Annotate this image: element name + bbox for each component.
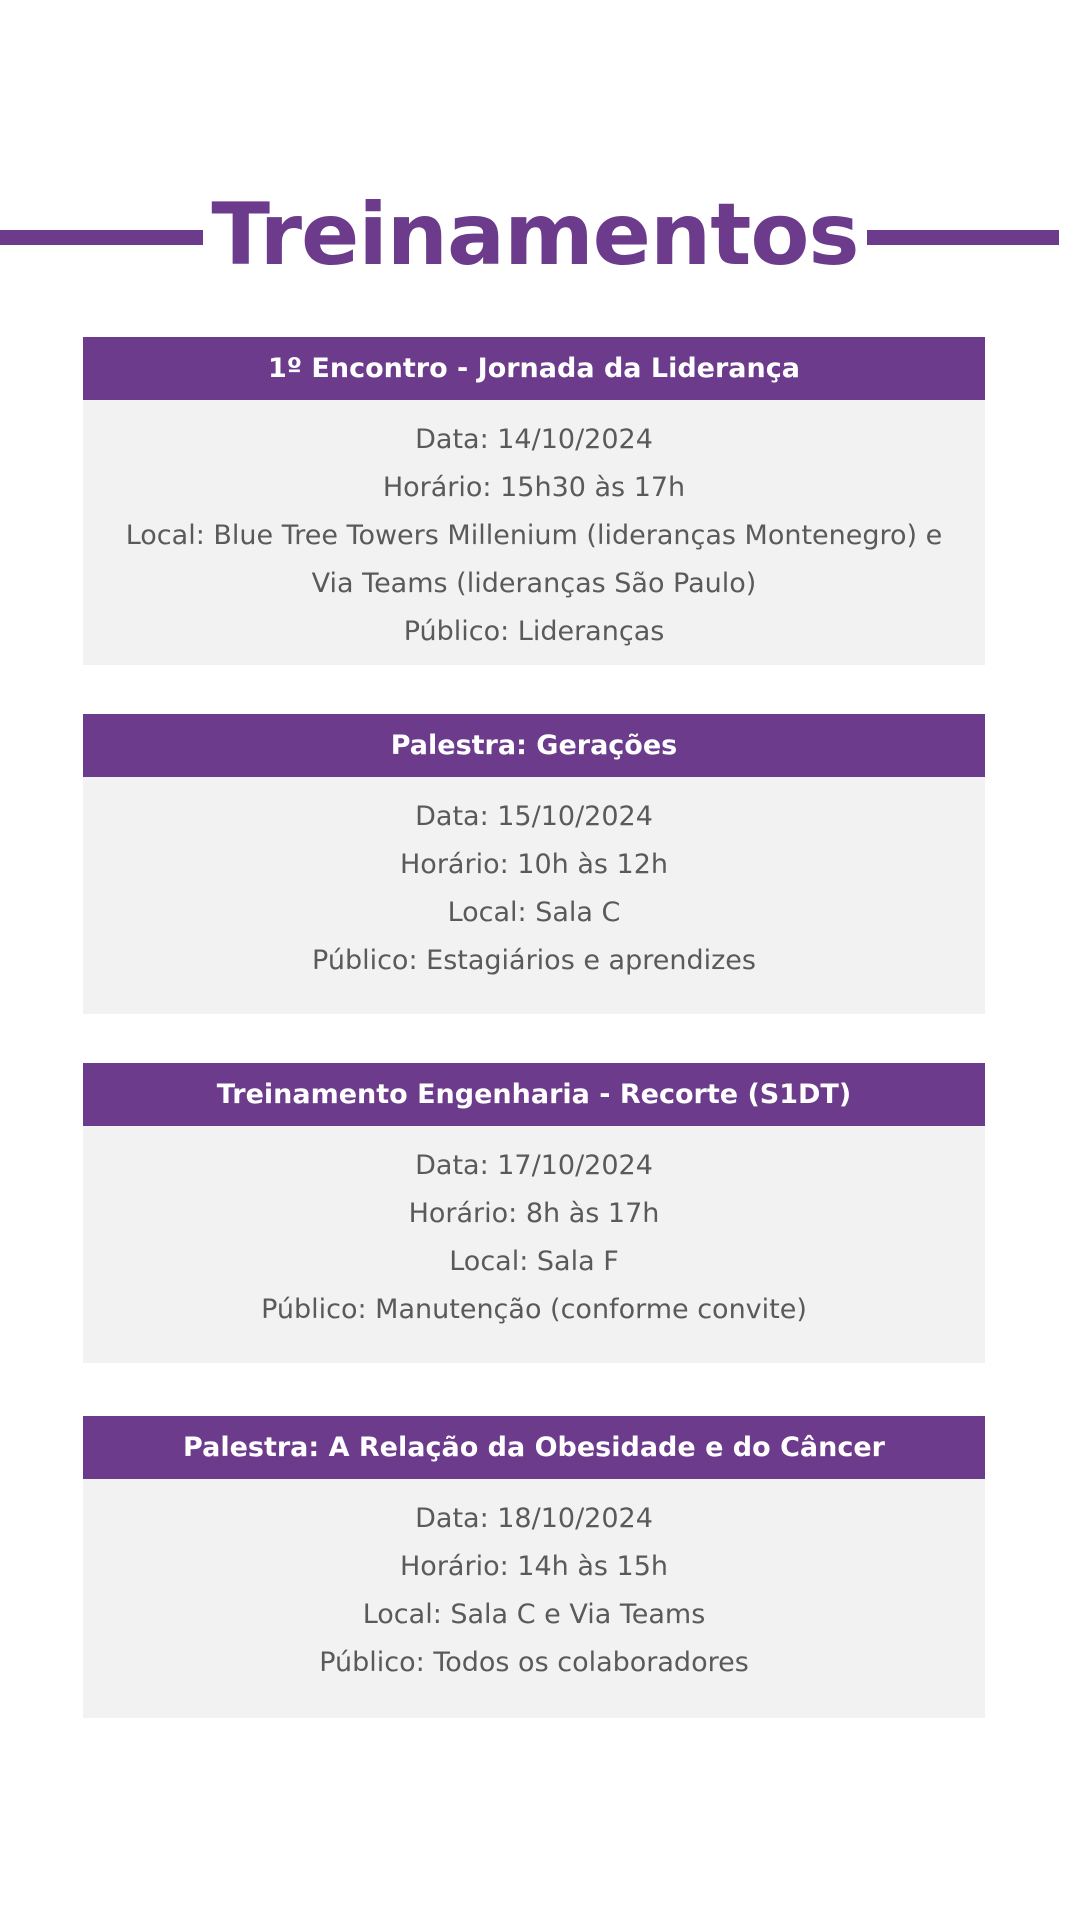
title-row <box>0 185 1080 285</box>
event-details <box>83 777 985 985</box>
event-card-lideranca <box>83 337 985 665</box>
event-location: Local: Sala C e Via Teams <box>362 1599 706 1630</box>
event-date: Data: 18/10/2024 <box>415 1503 653 1534</box>
event-title: Treinamento Engenharia - Recorte (S1DT) <box>83 1063 985 1126</box>
event-card-geracoes <box>83 714 985 1014</box>
event-time: Horário: 10h às 12h <box>400 849 668 880</box>
event-date: Data: 15/10/2024 <box>415 801 653 832</box>
event-audience: Público: Lideranças <box>403 616 665 647</box>
title-divider-right <box>867 230 1059 245</box>
event-location: Local: Sala C <box>447 897 621 928</box>
event-audience: Público: Manutenção (conforme convite) <box>261 1294 807 1325</box>
title-divider-left <box>0 230 203 245</box>
event-date: Data: 17/10/2024 <box>415 1150 653 1181</box>
event-details <box>83 1479 985 1687</box>
event-details <box>83 1126 985 1334</box>
event-audience: Público: Todos os colaboradores <box>319 1647 749 1678</box>
page-title: Treinamentos <box>211 185 859 285</box>
event-details <box>83 400 985 656</box>
event-location-continued: Via Teams (lideranças São Paulo) <box>311 568 757 599</box>
event-time: Horário: 14h às 15h <box>400 1551 668 1582</box>
event-date: Data: 14/10/2024 <box>415 424 653 455</box>
event-location: Local: Sala F <box>449 1246 619 1277</box>
event-card-obesidade-cancer <box>83 1416 985 1718</box>
event-title: 1º Encontro - Jornada da Liderança <box>83 337 985 400</box>
event-card-engenharia <box>83 1063 985 1363</box>
event-location: Local: Blue Tree Towers Millenium (lideranças Montenegro) e <box>125 520 943 551</box>
event-time: Horário: 8h às 17h <box>408 1198 660 1229</box>
event-audience: Público: Estagiários e aprendizes <box>312 945 756 976</box>
event-title: Palestra: Gerações <box>83 714 985 777</box>
event-title: Palestra: A Relação da Obesidade e do Câncer <box>83 1416 985 1479</box>
event-time: Horário: 15h30 às 17h <box>382 472 686 503</box>
